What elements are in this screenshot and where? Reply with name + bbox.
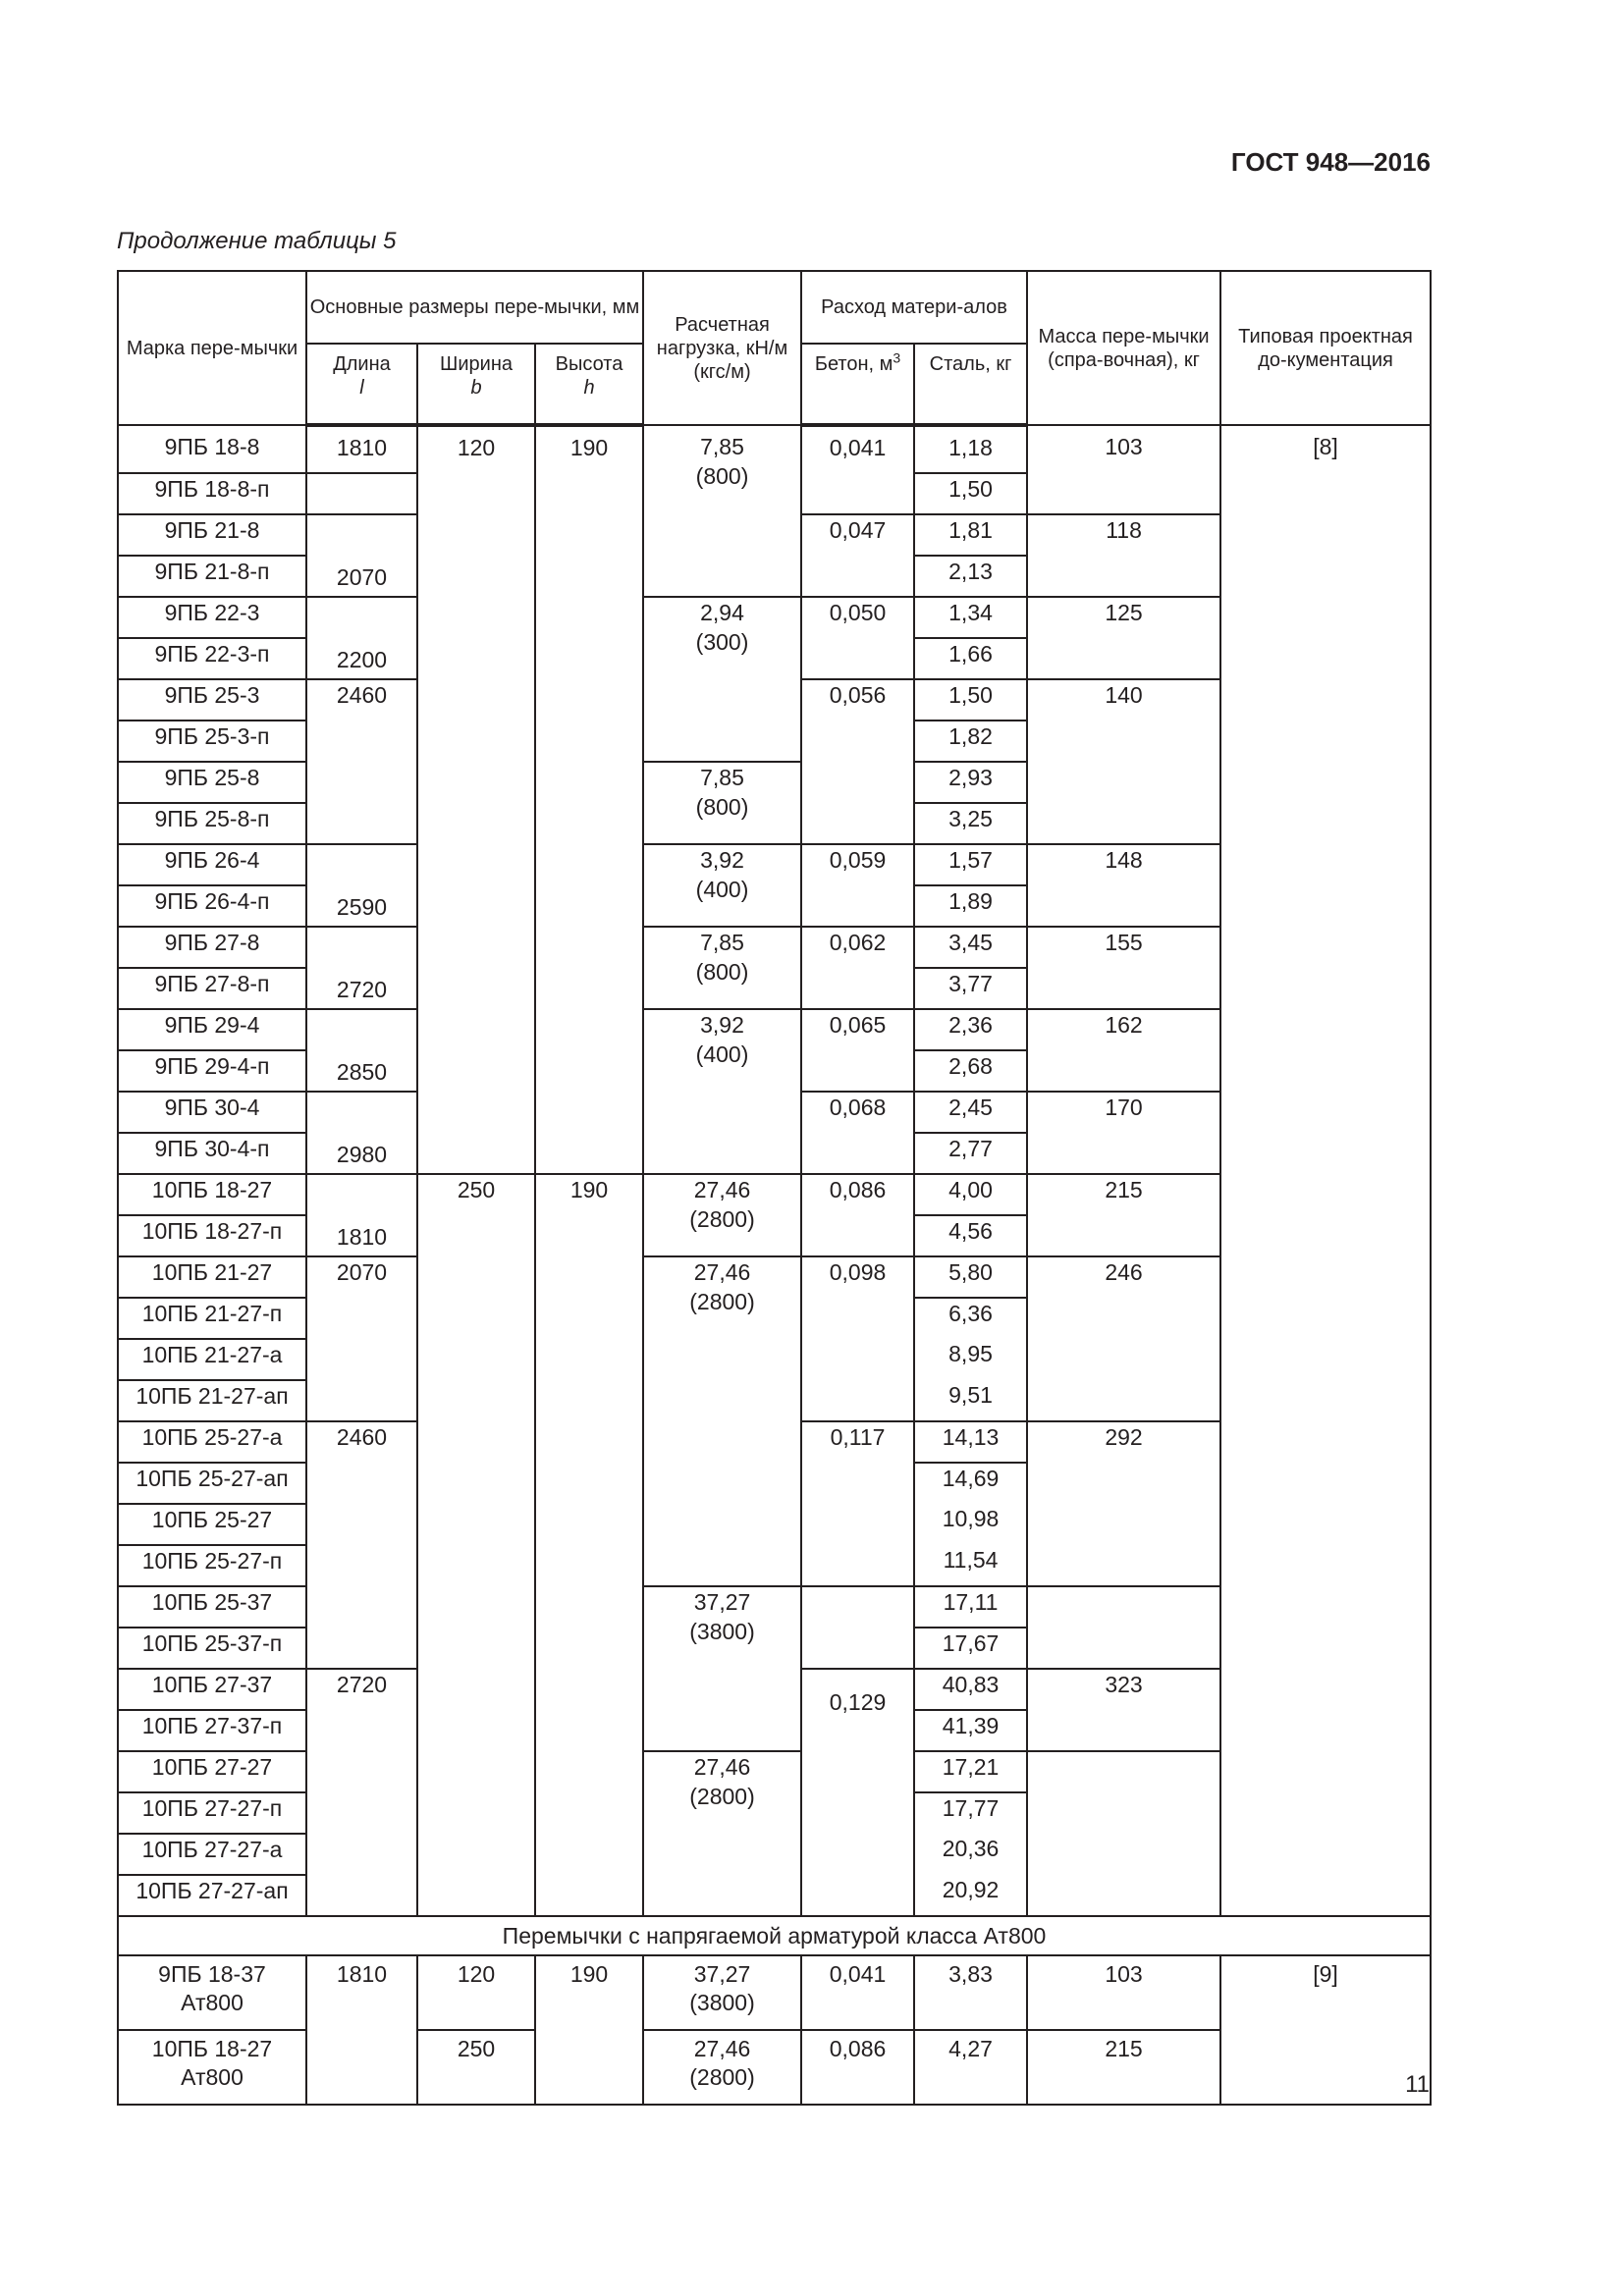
cell-text: (800) <box>695 463 749 489</box>
cell-text: (800) <box>695 959 749 985</box>
table-cell: 120 <box>417 425 535 1174</box>
table-cell: 20,36 <box>914 1834 1027 1875</box>
table-cell <box>118 1955 306 2030</box>
table-cell: 0,098 <box>801 1256 914 1421</box>
table-cell: 0,047 <box>801 514 914 597</box>
table-cell <box>643 1256 801 1586</box>
table-cell: 9ПБ 25-8-п <box>118 803 306 844</box>
table-cell: 9ПБ 29-4-п <box>118 1050 306 1092</box>
table-cell: 20,92 <box>914 1875 1027 1916</box>
table-cell: 9ПБ 26-4-п <box>118 885 306 927</box>
table-cell: 103 <box>1027 425 1220 514</box>
table-cell: 9ПБ 25-3-п <box>118 721 306 762</box>
table-cell <box>643 597 801 762</box>
table-cell: 250 <box>417 2030 535 2105</box>
table-cell: 9ПБ 30-4 <box>118 1092 306 1133</box>
table-cell: 9ПБ 27-8 <box>118 927 306 968</box>
table-cell: 246 <box>1027 1256 1220 1421</box>
table-cell <box>118 2030 306 2105</box>
header-height <box>535 344 643 425</box>
table-cell: 10ПБ 27-27-ап <box>118 1875 306 1916</box>
table-cell <box>643 425 801 597</box>
table-cell: 323 <box>1027 1669 1220 1751</box>
table-cell: 1,50 <box>914 679 1027 721</box>
header-concrete <box>801 344 914 425</box>
cell-text: (800) <box>695 794 749 820</box>
table-cell: 148 <box>1027 844 1220 927</box>
header-docs: Типовая проектная до-кументация <box>1220 271 1431 425</box>
table-cell: 3,45 <box>914 927 1027 968</box>
table-cell <box>643 762 801 844</box>
cell-text: h <box>583 377 595 399</box>
cell-text: Ат800 <box>181 1990 244 2015</box>
table-cell: 2,68 <box>914 1050 1027 1092</box>
table-cell: 10ПБ 27-27-а <box>118 1834 306 1875</box>
table-cell: 1,66 <box>914 638 1027 679</box>
table-cell: 14,69 <box>914 1463 1027 1504</box>
table-cell: 10ПБ 25-37 <box>118 1586 306 1628</box>
table-cell <box>643 1174 801 1256</box>
table-cell: 140 <box>1027 679 1220 844</box>
table-cell: 2720 <box>306 927 417 1009</box>
cell-text: 27,46 <box>693 1754 751 1780</box>
cell-text: (2800) <box>689 1289 755 1314</box>
table-cell: 250 <box>417 1174 535 1916</box>
cell-text: Бетон, м <box>814 353 893 375</box>
table-cell: 2980 <box>306 1092 417 1174</box>
table-cell: 1,57 <box>914 844 1027 885</box>
header-mark: Марка пере-мычки <box>118 271 306 425</box>
table-cell: 0,086 <box>801 2030 914 2105</box>
table-cell: 2,77 <box>914 1133 1027 1174</box>
table-cell: 1810 <box>306 425 417 473</box>
cell-text: Высота <box>555 353 623 375</box>
table-cell: 17,21 <box>914 1751 1027 1792</box>
cell-text: Длина <box>333 353 391 375</box>
table-cell: 17,67 <box>914 1628 1027 1669</box>
table-cell: 9ПБ 22-3 <box>118 597 306 638</box>
document-code: ГОСТ 948—2016 <box>1230 147 1431 177</box>
cell-text: (2800) <box>689 1784 755 1809</box>
table-cell: 190 <box>535 1174 643 1916</box>
section-row <box>118 1916 1431 1955</box>
cell-text: 3 <box>893 349 901 366</box>
table-cell: 10ПБ 25-27-п <box>118 1545 306 1586</box>
table-cell: 4,00 <box>914 1174 1027 1215</box>
cell-text: (300) <box>695 629 749 655</box>
table-cell: 9,51 <box>914 1380 1027 1421</box>
header-load: Расчетная нагрузка, кН/м (кгс/м) <box>643 271 801 425</box>
table-row <box>118 1955 1431 2030</box>
table-cell <box>801 1586 914 1669</box>
table-cell: 215 <box>1027 2030 1220 2105</box>
table-cell: 1,18 <box>914 425 1027 473</box>
cell-text: (3800) <box>689 1619 755 1644</box>
cell-text: 27,46 <box>693 1177 751 1202</box>
table-cell: 0,129 <box>801 1669 914 1916</box>
table-cell: 0,062 <box>801 927 914 1009</box>
table-cell: 40,83 <box>914 1669 1027 1710</box>
cell-text: 2,94 <box>700 600 744 625</box>
table-cell <box>643 1751 801 1916</box>
table-cell: 2590 <box>306 844 417 927</box>
header-mass: Масса пере-мычки (спра-вочная), кг <box>1027 271 1220 425</box>
table-cell: 10,98 <box>914 1504 1027 1545</box>
table-cell: 4,27 <box>914 2030 1027 2105</box>
table-cell: 14,13 <box>914 1421 1027 1463</box>
cell-text: l <box>359 377 364 399</box>
cell-text: 27,46 <box>693 1259 751 1285</box>
table-cell: 2460 <box>306 1421 417 1669</box>
table-cell <box>643 1009 801 1174</box>
table-row <box>118 425 1431 473</box>
table-cell: 2070 <box>306 1256 417 1421</box>
cell-text: 7,85 <box>700 765 744 790</box>
table-cell <box>643 927 801 1009</box>
table-cell: 2850 <box>306 1009 417 1092</box>
table-cell <box>1027 1751 1220 1916</box>
table-cell: 155 <box>1027 927 1220 1009</box>
table-cell: 9ПБ 25-8 <box>118 762 306 803</box>
table-cell <box>643 2030 801 2105</box>
cell-text: 10ПБ 18-27 <box>151 2036 273 2061</box>
table-cell: 9ПБ 27-8-п <box>118 968 306 1009</box>
cell-text: 27,46 <box>693 2036 751 2061</box>
cell-text: 3,92 <box>700 1012 744 1038</box>
table-cell: 11,54 <box>914 1545 1027 1586</box>
table-cell: 1,89 <box>914 885 1027 927</box>
table-cell: 170 <box>1027 1092 1220 1174</box>
table-cell: 162 <box>1027 1009 1220 1092</box>
table-cell: 6,36 <box>914 1298 1027 1339</box>
cell-text: 7,85 <box>700 434 744 459</box>
table-cell: 9ПБ 26-4 <box>118 844 306 885</box>
table-cell: 17,11 <box>914 1586 1027 1628</box>
table-cell: 2200 <box>306 597 417 679</box>
cell-text: b <box>470 377 482 399</box>
table-cell: 0,117 <box>801 1421 914 1586</box>
docs-ref: [8] <box>1220 425 1431 1916</box>
table-cell: 1,50 <box>914 473 1027 514</box>
table-cell: 17,77 <box>914 1792 1027 1834</box>
table-cell: 0,059 <box>801 844 914 927</box>
table-cell: 3,25 <box>914 803 1027 844</box>
table-cell: 292 <box>1027 1421 1220 1586</box>
lintel-table <box>117 270 1432 2106</box>
header-steel: Сталь, кг <box>914 344 1027 425</box>
table-cell: 4,56 <box>914 1215 1027 1256</box>
table-cell: 8,95 <box>914 1339 1027 1380</box>
table-cell: 9ПБ 25-3 <box>118 679 306 721</box>
cell-text: 37,27 <box>693 1961 751 1987</box>
table-cell: 9ПБ 18-8-п <box>118 473 306 514</box>
table-cell: 120 <box>417 1955 535 2030</box>
table-cell: 10ПБ 27-37 <box>118 1669 306 1710</box>
table-cell: 2,45 <box>914 1092 1027 1133</box>
cell-text: Ширина <box>440 353 513 375</box>
table-cell: 190 <box>535 1955 643 2105</box>
table-cell: 2720 <box>306 1669 417 1916</box>
table-cell: 9ПБ 29-4 <box>118 1009 306 1050</box>
header-width <box>417 344 535 425</box>
header-dimensions: Основные размеры пере-мычки, мм <box>306 271 643 344</box>
table-cell: 1,81 <box>914 514 1027 556</box>
table-cell: 0,041 <box>801 1955 914 2030</box>
table-cell: 3,83 <box>914 1955 1027 2030</box>
table-cell: 0,041 <box>801 425 914 514</box>
table-cell: 0,068 <box>801 1092 914 1174</box>
table-cell: 10ПБ 18-27-п <box>118 1215 306 1256</box>
table-cell: 190 <box>535 425 643 1174</box>
table-cell: 1,34 <box>914 597 1027 638</box>
table-cell: 2,93 <box>914 762 1027 803</box>
section-title: Перемычки с напрягаемой арматурой класса Ат800 <box>118 1916 1431 1955</box>
table-cell: 10ПБ 25-27-а <box>118 1421 306 1463</box>
cell-text: (2800) <box>689 2064 755 2090</box>
table-cell: 0,065 <box>801 1009 914 1092</box>
table-cell: 215 <box>1027 1174 1220 1256</box>
table-cell: 9ПБ 22-3-п <box>118 638 306 679</box>
table-cell: 118 <box>1027 514 1220 597</box>
table-cell: 0,050 <box>801 597 914 679</box>
table-cell <box>1027 1586 1220 1669</box>
table-cell: 2460 <box>306 679 417 844</box>
table-cell: 10ПБ 21-27-а <box>118 1339 306 1380</box>
table-cell: 103 <box>1027 1955 1220 2030</box>
table-cell: 41,39 <box>914 1710 1027 1751</box>
header-length <box>306 344 417 425</box>
table-cell: 10ПБ 27-27-п <box>118 1792 306 1834</box>
docs-ref: [9] <box>1220 1955 1431 2105</box>
table-cell: 1810 <box>306 1174 417 1256</box>
table-cell: 10ПБ 21-27 <box>118 1256 306 1298</box>
table-cell: 10ПБ 27-27 <box>118 1751 306 1792</box>
table-cell: 10ПБ 27-37-п <box>118 1710 306 1751</box>
table-cell: 10ПБ 25-37-п <box>118 1628 306 1669</box>
table-cell: 2,36 <box>914 1009 1027 1050</box>
cell-text: 7,85 <box>700 930 744 955</box>
table-cell: 10ПБ 21-27-ап <box>118 1380 306 1421</box>
table-cell: 2,13 <box>914 556 1027 597</box>
cell-text: (3800) <box>689 1990 755 2015</box>
cell-text: 37,27 <box>693 1589 751 1615</box>
page-number: 11 <box>1405 2071 1430 2098</box>
table-cell: 1810 <box>306 1955 417 2105</box>
table-cell: 9ПБ 18-8 <box>118 425 306 473</box>
table-cell: 10ПБ 21-27-п <box>118 1298 306 1339</box>
table-cell: 10ПБ 25-27 <box>118 1504 306 1545</box>
cell-text: 3,92 <box>700 847 744 873</box>
cell-text: (400) <box>695 1041 749 1067</box>
table-cell <box>643 1586 801 1751</box>
table-cell: 0,086 <box>801 1174 914 1256</box>
cell-text: (2800) <box>689 1206 755 1232</box>
cell-text: 9ПБ 18-37 <box>158 1961 266 1987</box>
table-cell: 9ПБ 21-8 <box>118 514 306 556</box>
header-materials: Расход матери-алов <box>801 271 1027 344</box>
table-caption: Продолжение таблицы 5 <box>117 228 397 254</box>
cell-text: (400) <box>695 877 749 902</box>
table-cell: 1,82 <box>914 721 1027 762</box>
table-cell: 2070 <box>306 514 417 597</box>
table-cell <box>306 473 417 514</box>
table-cell: 3,77 <box>914 968 1027 1009</box>
table-cell <box>643 1955 801 2030</box>
table-cell: 125 <box>1027 597 1220 679</box>
table-cell: 9ПБ 21-8-п <box>118 556 306 597</box>
table-cell: 0,056 <box>801 679 914 844</box>
table-cell <box>643 844 801 927</box>
cell-text: Ат800 <box>181 2064 244 2090</box>
table-cell: 5,80 <box>914 1256 1027 1298</box>
table-cell: 10ПБ 18-27 <box>118 1174 306 1215</box>
table-cell: 10ПБ 25-27-ап <box>118 1463 306 1504</box>
table-cell: 9ПБ 30-4-п <box>118 1133 306 1174</box>
